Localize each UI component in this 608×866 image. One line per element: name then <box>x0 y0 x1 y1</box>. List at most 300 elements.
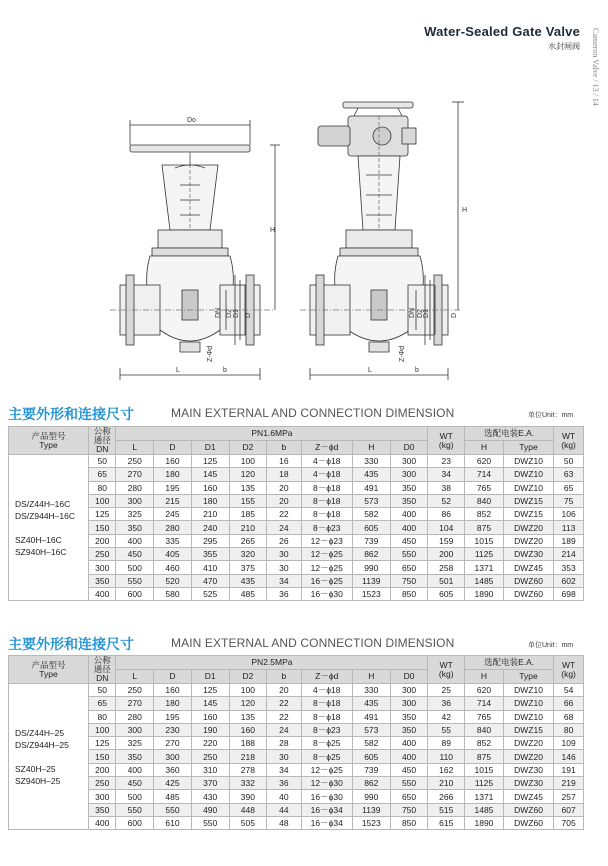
table-cell: 840 <box>465 723 504 736</box>
table-cell: 360 <box>154 763 192 776</box>
table-cell: 765 <box>465 481 504 494</box>
table-cell: 38 <box>428 481 465 494</box>
table-cell: 375 <box>229 561 267 574</box>
type-model: DS/Z44H–16C <box>15 498 71 509</box>
table-cell: 75 <box>554 494 584 507</box>
table-cell: 215 <box>154 494 192 507</box>
table-cell: 80 <box>554 723 584 736</box>
table-cell: 8－ϕ23 <box>301 521 352 534</box>
table-row <box>9 521 584 534</box>
page-subtitle: 水封闸阀 <box>548 42 580 51</box>
table-cell: DWZ60 <box>503 803 553 816</box>
label-dn-left: DN <box>215 307 222 318</box>
table-cell: 42 <box>428 710 465 723</box>
table-cell: DWZ60 <box>503 587 553 600</box>
table-cell: 250 <box>89 777 116 790</box>
header-wt2-unit: (kg) <box>561 668 576 679</box>
table-cell: 34 <box>428 468 465 481</box>
table-cell: 1125 <box>465 777 504 790</box>
table-cell: 280 <box>154 521 192 534</box>
table-cell: DWZ20 <box>503 521 553 534</box>
table-cell: 20 <box>267 494 301 507</box>
table-cell: 1485 <box>465 574 504 587</box>
table-cell: 739 <box>352 534 390 547</box>
section-title-en: MAIN EXTERNAL AND CONNECTION DIMENSION <box>171 636 455 650</box>
header-col: D <box>154 441 192 455</box>
label-do: Do <box>187 117 196 124</box>
table-cell: DWZ15 <box>503 494 553 507</box>
table-cell: 68 <box>554 710 584 723</box>
table-cell: 750 <box>390 803 428 816</box>
table-cell: 50 <box>554 455 584 468</box>
table-row <box>9 508 584 521</box>
table-cell: 390 <box>229 790 267 803</box>
table-cell: DWZ30 <box>503 763 553 776</box>
unit-label: 单位Unit：mm <box>528 642 574 649</box>
table-cell: 270 <box>116 697 154 710</box>
table-cell: 120 <box>229 697 267 710</box>
table-cell: 400 <box>116 763 154 776</box>
table-cell: 16－ϕ34 <box>301 816 352 829</box>
page-title: Water-Sealed Gate Valve <box>424 24 580 39</box>
table-cell: 8－ϕ23 <box>301 723 352 736</box>
header-dn-cn2: 通径 <box>93 664 111 674</box>
table-cell: 12－ϕ25 <box>301 548 352 561</box>
table-cell: 8－ϕ18 <box>301 508 352 521</box>
table-cell: 34 <box>267 763 301 776</box>
table-row <box>9 697 584 710</box>
table-row <box>9 561 584 574</box>
table-cell: 240 <box>191 521 229 534</box>
table-cell: 250 <box>191 750 229 763</box>
table-cell: 4－ϕ18 <box>301 468 352 481</box>
type-model: DS/Z44H–25 <box>15 727 65 738</box>
table-cell: 450 <box>390 534 428 547</box>
table-cell: 400 <box>116 534 154 547</box>
table-cell: 435 <box>352 697 390 710</box>
table-cell: 265 <box>229 534 267 547</box>
table-cell: 12－ϕ23 <box>301 534 352 547</box>
header-ea-type: Type <box>503 441 553 455</box>
table-cell: 582 <box>352 737 390 750</box>
section-title-cn: 主要外形和连接尺寸 <box>8 406 134 422</box>
header-ea-type: Type <box>503 670 553 684</box>
header-col: D2 <box>229 670 267 684</box>
table-cell: 448 <box>229 803 267 816</box>
right-valve-figure <box>300 102 464 380</box>
label-zd-left: Z-Φd <box>207 345 214 362</box>
table-cell: 16 <box>267 455 301 468</box>
table-cell: 605 <box>428 587 465 600</box>
header-ea: 选配电装E.A. <box>465 656 554 670</box>
table-row <box>9 777 584 790</box>
table-cell: 400 <box>89 816 116 829</box>
table-cell: 48 <box>267 816 301 829</box>
table-row <box>9 574 584 587</box>
valve-drawing <box>100 90 500 390</box>
label-l-left: L <box>176 367 180 374</box>
table-cell: 200 <box>89 534 116 547</box>
table-cell: 400 <box>390 750 428 763</box>
table-cell: 63 <box>554 468 584 481</box>
table-cell: 100 <box>89 723 116 736</box>
table-cell: 1890 <box>465 587 504 600</box>
table-cell: 8－ϕ18 <box>301 710 352 723</box>
table-cell: 370 <box>191 777 229 790</box>
table-cell: 30 <box>267 750 301 763</box>
table-cell: 600 <box>116 587 154 600</box>
table-cell: 1485 <box>465 803 504 816</box>
table-row <box>9 587 584 600</box>
table-cell: 840 <box>465 494 504 507</box>
header-dn: DN <box>96 673 109 683</box>
table-row <box>9 710 584 723</box>
header-col: b <box>267 670 301 684</box>
table-cell: 300 <box>154 750 192 763</box>
table-cell: 750 <box>390 574 428 587</box>
label-d2-right: D2 <box>417 309 424 318</box>
table-cell: 191 <box>554 763 584 776</box>
table-cell: 113 <box>554 521 584 534</box>
table-cell: 501 <box>428 574 465 587</box>
table-cell: 330 <box>352 455 390 468</box>
header-pressure: PN2.5MPa <box>116 656 428 670</box>
header-dn <box>89 427 116 455</box>
table-cell: 270 <box>116 468 154 481</box>
table-cell: 280 <box>116 481 154 494</box>
table-cell: 1523 <box>352 587 390 600</box>
table-cell: 1139 <box>352 803 390 816</box>
table-cell: 582 <box>352 508 390 521</box>
table-cell: 55 <box>428 723 465 736</box>
table-cell: 258 <box>428 561 465 574</box>
table-cell: 490 <box>191 803 229 816</box>
header-wt <box>428 656 465 684</box>
table-cell: 705 <box>554 816 584 829</box>
table-cell: 435 <box>229 574 267 587</box>
table-cell: 66 <box>554 697 584 710</box>
table-cell: 12－ϕ25 <box>301 763 352 776</box>
table-cell: DWZ30 <box>503 777 553 790</box>
table-cell: 425 <box>154 777 192 790</box>
table-row <box>9 790 584 803</box>
header-type-en: Type <box>39 439 58 450</box>
table-row <box>9 803 584 816</box>
table-cell: 190 <box>191 723 229 736</box>
table-cell: 580 <box>154 587 192 600</box>
table-cell: 862 <box>352 548 390 561</box>
header-wt-unit: (kg) <box>438 668 454 679</box>
type-cell <box>9 684 89 830</box>
table-cell: 400 <box>390 737 428 750</box>
label-d-right: D <box>451 312 458 318</box>
table-cell: 159 <box>428 534 465 547</box>
table-cell: 515 <box>428 803 465 816</box>
side-page-label: Cameron Valve / 13 / 14 <box>591 28 600 106</box>
table-cell: 250 <box>89 548 116 561</box>
type-model: SZ40H–16C <box>15 534 62 545</box>
table-cell: 330 <box>352 684 390 697</box>
table-cell: 23 <box>428 455 465 468</box>
table-cell: 300 <box>390 455 428 468</box>
table-cell: DWZ15 <box>503 508 553 521</box>
table-cell: 4－ϕ18 <box>301 455 352 468</box>
label-b-left: b <box>223 367 227 374</box>
table-cell: 852 <box>465 508 504 521</box>
table-cell: 353 <box>554 561 584 574</box>
table-cell: 491 <box>352 481 390 494</box>
table-cell: 470 <box>191 574 229 587</box>
table-cell: 605 <box>352 521 390 534</box>
label-dn-right: DN <box>409 307 416 318</box>
table-row <box>9 455 584 468</box>
table-cell: 110 <box>428 750 465 763</box>
table-cell: 355 <box>191 548 229 561</box>
table-cell: 44 <box>267 803 301 816</box>
table-cell: 350 <box>89 803 116 816</box>
table-cell: 36 <box>428 697 465 710</box>
table-cell: 300 <box>390 468 428 481</box>
table-cell: 25 <box>428 684 465 697</box>
table-cell: 8－ϕ18 <box>301 481 352 494</box>
table-cell: 188 <box>229 737 267 750</box>
table-cell: 1125 <box>465 548 504 561</box>
table-cell: 106 <box>554 508 584 521</box>
table-cell: DWZ10 <box>503 697 553 710</box>
table-cell: 1371 <box>465 561 504 574</box>
table-cell: 350 <box>390 494 428 507</box>
table-cell: 650 <box>390 561 428 574</box>
table-cell: 862 <box>352 777 390 790</box>
table-cell: 20 <box>267 684 301 697</box>
table-cell: 990 <box>352 561 390 574</box>
table-cell: 26 <box>267 534 301 547</box>
table-cell: 600 <box>116 816 154 829</box>
type-model: DS/Z944H–16C <box>15 510 76 521</box>
table-cell: 89 <box>428 737 465 750</box>
header-ea-h: H <box>465 441 504 455</box>
header-col: D0 <box>390 441 428 455</box>
label-l-right: L <box>368 367 372 374</box>
header-type-cn: 产品型号 <box>31 430 66 441</box>
spec-table-pn25 <box>8 655 584 830</box>
section-title-cn: 主要外形和连接尺寸 <box>8 636 134 652</box>
table-cell: 50 <box>89 455 116 468</box>
table-cell: 450 <box>116 548 154 561</box>
table-cell: 40 <box>267 790 301 803</box>
table-cell: 160 <box>229 723 267 736</box>
table-cell: 257 <box>554 790 584 803</box>
type-model: SZ40H–25 <box>15 763 56 774</box>
table-cell: 125 <box>191 455 229 468</box>
table-cell: 400 <box>390 508 428 521</box>
table-row <box>9 737 584 750</box>
table-cell: 80 <box>89 481 116 494</box>
left-valve-figure <box>110 120 280 380</box>
table-cell: 36 <box>267 777 301 790</box>
table-cell: 400 <box>390 521 428 534</box>
spec-table-pn16 <box>8 426 584 601</box>
table-cell: 491 <box>352 710 390 723</box>
table-cell: 135 <box>229 481 267 494</box>
table-cell: 18 <box>267 468 301 481</box>
header-dn <box>89 656 116 684</box>
table-cell: DWZ20 <box>503 750 553 763</box>
table-cell: 325 <box>116 508 154 521</box>
table-cell: 30 <box>267 548 301 561</box>
table-cell: DWZ45 <box>503 790 553 803</box>
table-cell: 150 <box>89 750 116 763</box>
table-cell: 850 <box>390 816 428 829</box>
table-cell: 550 <box>390 548 428 561</box>
table-cell: 620 <box>465 684 504 697</box>
table-cell: 300 <box>89 561 116 574</box>
section-title-pn25 <box>8 634 608 652</box>
header-col: L <box>116 670 154 684</box>
table-cell: 160 <box>191 710 229 723</box>
table-cell: 125 <box>89 508 116 521</box>
header-col: Z－ϕd <box>301 670 352 684</box>
label-b-right: b <box>415 367 419 374</box>
table-cell: 250 <box>116 455 154 468</box>
table-cell: 120 <box>229 468 267 481</box>
table-cell: 714 <box>465 697 504 710</box>
table-cell: DWZ30 <box>503 548 553 561</box>
table-cell: 405 <box>154 548 192 561</box>
table-cell: 160 <box>154 455 192 468</box>
table-cell: 220 <box>191 737 229 750</box>
type-model: SZ940H–16C <box>15 546 67 557</box>
table-cell: 52 <box>428 494 465 507</box>
table-cell: 1890 <box>465 816 504 829</box>
table-cell: 1371 <box>465 790 504 803</box>
table-cell: 765 <box>465 710 504 723</box>
table-cell: 300 <box>390 697 428 710</box>
type-spacer <box>15 751 88 763</box>
section-title-en: MAIN EXTERNAL AND CONNECTION DIMENSION <box>171 406 455 420</box>
table-cell: 435 <box>352 468 390 481</box>
table-cell: 300 <box>89 790 116 803</box>
table-cell: 320 <box>229 548 267 561</box>
section-title-pn16 <box>8 404 608 422</box>
table-cell: 20 <box>267 481 301 494</box>
table-cell: 65 <box>89 468 116 481</box>
table-cell: DWZ45 <box>503 561 553 574</box>
header-ea-h: H <box>465 670 504 684</box>
table-cell: 250 <box>116 684 154 697</box>
table-cell: 505 <box>229 816 267 829</box>
table-cell: 607 <box>554 803 584 816</box>
table-cell: 450 <box>390 763 428 776</box>
header-col: D2 <box>229 441 267 455</box>
table-cell: 615 <box>428 816 465 829</box>
label-d1-right: D1 <box>423 309 430 318</box>
table-cell: 1015 <box>465 534 504 547</box>
header-col: D1 <box>191 670 229 684</box>
table-cell: 160 <box>154 684 192 697</box>
table-cell: DWZ10 <box>503 455 553 468</box>
label-h-left: H <box>270 227 276 234</box>
table-cell: DWZ10 <box>503 481 553 494</box>
table-cell: 500 <box>116 561 154 574</box>
header-dn-cn1: 公称 <box>93 426 111 436</box>
label-zd-right: Z-Φd <box>399 345 406 362</box>
table-cell: 1139 <box>352 574 390 587</box>
table-cell: 350 <box>89 574 116 587</box>
table-cell: 430 <box>191 790 229 803</box>
table-cell: 22 <box>267 508 301 521</box>
table-cell: 295 <box>191 534 229 547</box>
table-cell: 8－ϕ25 <box>301 750 352 763</box>
table-row <box>9 534 584 547</box>
table-cell: 214 <box>554 548 584 561</box>
table-cell: 1523 <box>352 816 390 829</box>
table-cell: 125 <box>191 684 229 697</box>
header-wt-label: WT <box>439 430 453 441</box>
unit-label: 单位Unit：mm <box>528 412 574 419</box>
table-cell: 325 <box>116 737 154 750</box>
table-cell: 200 <box>428 548 465 561</box>
table-row <box>9 816 584 829</box>
header-pressure: PN1.6MPa <box>116 427 428 441</box>
table-cell: 22 <box>267 710 301 723</box>
header-dn-cn2: 通径 <box>93 435 111 445</box>
header-col: D0 <box>390 670 428 684</box>
table-cell: 36 <box>267 587 301 600</box>
table-cell: 875 <box>465 521 504 534</box>
header-ea: 选配电装E.A. <box>465 427 554 441</box>
table-cell: 28 <box>267 737 301 750</box>
header-wt2 <box>554 427 584 455</box>
header-type-en: Type <box>39 668 58 679</box>
label-d2-left: D2 <box>226 309 233 318</box>
header-wt-unit: (kg) <box>438 439 454 450</box>
table-cell: 400 <box>89 587 116 600</box>
table-cell: 16－ϕ25 <box>301 574 352 587</box>
table-cell: 300 <box>116 723 154 736</box>
table-cell: 135 <box>229 710 267 723</box>
header-col: L <box>116 441 154 455</box>
header-wt-label: WT <box>439 659 453 670</box>
table-cell: 350 <box>390 710 428 723</box>
table-cell: 350 <box>116 521 154 534</box>
header-dn-cn1: 公称 <box>93 655 111 665</box>
table-cell: 104 <box>428 521 465 534</box>
table-cell: 650 <box>390 790 428 803</box>
table-cell: 278 <box>229 763 267 776</box>
table-cell: 150 <box>89 521 116 534</box>
header-type-cn: 产品型号 <box>31 659 66 670</box>
table-cell: DWZ20 <box>503 534 553 547</box>
table-cell: 146 <box>554 750 584 763</box>
table-row <box>9 494 584 507</box>
table-row <box>9 481 584 494</box>
table-cell: 155 <box>229 494 267 507</box>
header-wt2-unit: (kg) <box>561 439 576 450</box>
table-cell: 350 <box>116 750 154 763</box>
table-cell: 200 <box>89 763 116 776</box>
table-cell: 620 <box>465 455 504 468</box>
table-cell: 852 <box>465 737 504 750</box>
header-wt2-label: WT <box>561 659 576 670</box>
table-cell: 180 <box>191 494 229 507</box>
table-cell: 16－ϕ30 <box>301 587 352 600</box>
table-cell: 550 <box>390 777 428 790</box>
table-cell: 350 <box>390 481 428 494</box>
table-row <box>9 750 584 763</box>
header-wt <box>428 427 465 455</box>
table-cell: 4－ϕ18 <box>301 684 352 697</box>
